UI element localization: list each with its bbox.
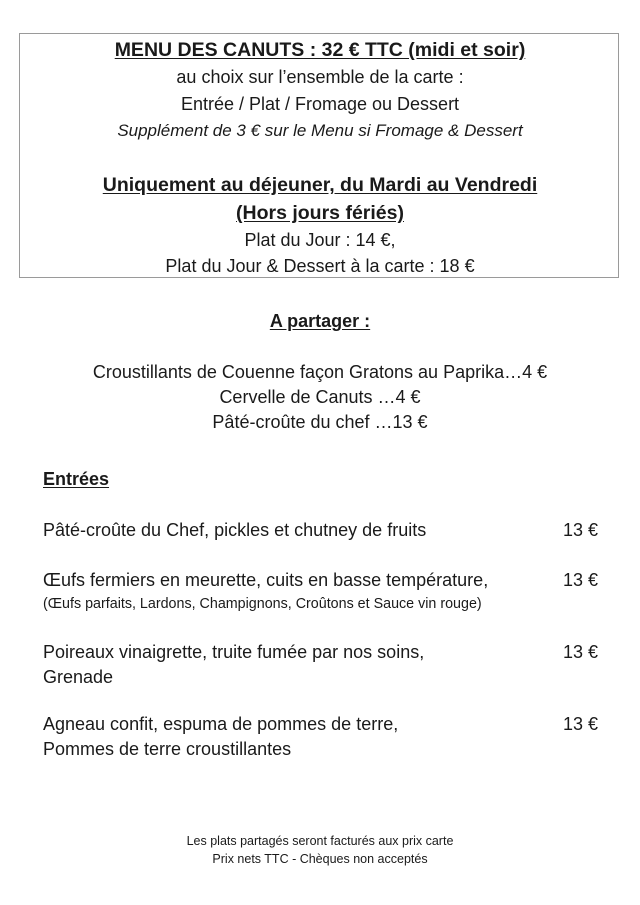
- entree-description: Pommes de terre croustillantes: [43, 739, 292, 759]
- entree-description: (Œufs parfaits, Lardons, Champignons, Croûtons et Sauce vin rouge): [43, 596, 482, 612]
- lunch-plat-du-jour: Plat du Jour : 14 €,: [244, 230, 396, 250]
- menu-title: MENU DES CANUTS : 32 € TTC (midi et soir): [114, 39, 526, 61]
- share-item: Croustillants de Couenne façon Gratons au Paprika…4 €: [92, 362, 548, 382]
- footer-payment: Prix nets TTC - Chèques non acceptés: [212, 852, 428, 866]
- entree-name: Agneau confit, espuma de pommes de terre,: [43, 714, 399, 734]
- share-heading: A partager :: [269, 311, 371, 331]
- footer-note: Les plats partagés seront facturés aux prix carte: [186, 834, 454, 848]
- menu-choice-line: au choix sur l’ensemble de la carte :: [176, 67, 464, 87]
- lunch-plat-dessert: Plat du Jour & Dessert à la carte : 18 €: [165, 256, 475, 276]
- entree-name: Pâté-croûte du Chef, pickles et chutney de fruits: [43, 520, 427, 540]
- entree-price: 13 €: [562, 642, 598, 662]
- lunch-title: Uniquement au déjeuner, du Mardi au Vendredi: [102, 174, 538, 196]
- entree-name: Poireaux vinaigrette, truite fumée par nos soins,: [43, 642, 425, 662]
- entree-name: Œufs fermiers en meurette, cuits en basse température,: [43, 570, 489, 590]
- share-item: Pâté-croûte du chef …13 €: [212, 412, 428, 432]
- entrees-heading: Entrées: [43, 469, 110, 489]
- entree-price: 13 €: [562, 714, 598, 734]
- share-item: Cervelle de Canuts …4 €: [219, 387, 421, 407]
- menu-courses-line: Entrée / Plat / Fromage ou Dessert: [180, 94, 460, 114]
- entree-description: Grenade: [43, 667, 114, 687]
- lunch-subtitle: (Hors jours fériés): [236, 202, 404, 224]
- entree-price: 13 €: [562, 570, 598, 590]
- menu-supplement-line: Supplément de 3 € sur le Menu si Fromage & Dessert: [117, 121, 523, 140]
- entree-price: 13 €: [562, 520, 598, 540]
